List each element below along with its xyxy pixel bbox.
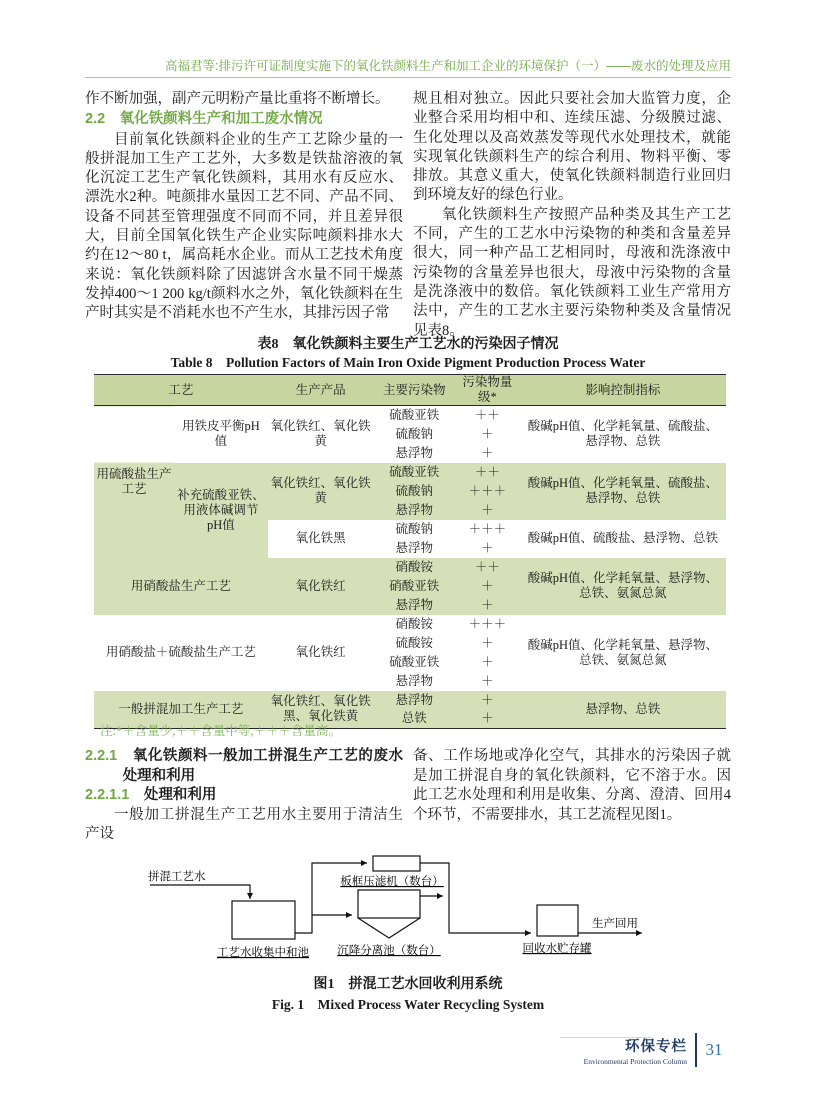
footer-column-zh: 环保专栏 bbox=[625, 1038, 687, 1055]
cell-pollutant: 硫酸钠 bbox=[373, 482, 455, 501]
cell-pollutant: 悬浮物 bbox=[373, 691, 455, 710]
table-row bbox=[94, 406, 726, 425]
subsection-heading-2-2-1-1 bbox=[85, 786, 403, 806]
figure-1-diagram bbox=[140, 853, 740, 975]
cell-level: ＋ bbox=[455, 501, 519, 520]
cell-sub-process: 补充硫酸亚铁、用液体碱调节pH值 bbox=[174, 463, 268, 558]
cell-level: ＋ bbox=[481, 635, 494, 650]
cell-product: 氧化铁黑 bbox=[295, 531, 346, 545]
lower-right-paragraph: 备、工作场地或净化空气，其排水的污染因子就是加工拼混自身的氧化铁颜料，它不溶于水。因此工艺水处理和利用是收集、分离、澄清、回用4个环节，不需要排水，其工艺流程见图1。 bbox=[413, 748, 731, 823]
table-row bbox=[94, 615, 726, 634]
box-filter-press bbox=[373, 856, 420, 871]
page-number: 31 bbox=[705, 1040, 723, 1059]
spacer bbox=[117, 748, 133, 764]
cell-level: ＋ bbox=[481, 426, 494, 441]
cell-level: ＋＋＋ bbox=[455, 482, 519, 501]
cell-pollutant: 悬浮物 bbox=[395, 540, 434, 555]
cell-level: ＋ bbox=[481, 673, 494, 688]
cell-indicators: 酸碱pH值、硫酸盐、悬浮物、总铁 bbox=[527, 531, 718, 545]
cell-level: ＋ bbox=[455, 596, 519, 615]
footer-column-en: Environmental Protection Column bbox=[583, 1056, 687, 1066]
right-paragraph-1: 规且相对独立。因此只要社会加大监管力度，企业整合采用均相中和、连续压滤、分级膜过滤、生化处理以及高效蒸发等现代水处理技术，就能实现氧化铁颜料生产的综合利用、物料平衡、零排放。其意义重大，使氧化铁颜料制造行业回归到环境友好的绿色行业。 bbox=[413, 91, 731, 204]
col-header-pollutant: 主要污染物 bbox=[383, 382, 446, 397]
cell-indicators: 酸碱pH值、化学耗氧量、悬浮物、总铁、氨氮总氮 bbox=[520, 558, 726, 615]
settling-funnel bbox=[358, 918, 420, 938]
flow-diagram-svg bbox=[140, 853, 740, 975]
cell-pollutant: 硫酸钠 bbox=[395, 426, 434, 441]
cell-pollutant: 总铁 bbox=[373, 710, 455, 729]
right-column bbox=[413, 90, 731, 341]
subsection-title: 处理和利用 bbox=[143, 787, 217, 803]
cell-pollutant: 悬浮物 bbox=[373, 501, 455, 520]
lower-right-column bbox=[413, 747, 731, 825]
cell-level: ＋ bbox=[481, 540, 494, 555]
cell-indicators: 酸碱pH值、化学耗氧量、硫酸盐、悬浮物、总铁 bbox=[520, 463, 726, 520]
diagram-source-label: 拼混工艺水 bbox=[148, 871, 206, 883]
table-note: 注:*＋含量少,＋＋含量中等,＋＋＋含量高。 bbox=[100, 724, 341, 738]
cell-level: ＋ bbox=[481, 654, 494, 669]
cell-pollutant: 硫酸铵 bbox=[395, 635, 434, 650]
subsection-title: 氧化铁颜料一般加工拼混生产工艺的废水处理和利用 bbox=[122, 748, 404, 784]
cell-indicators: 悬浮物、总铁 bbox=[520, 691, 726, 729]
cell-level: ＋＋ bbox=[455, 558, 519, 577]
box-settling-pool bbox=[358, 890, 420, 918]
cell-level: ＋ bbox=[481, 445, 494, 460]
cell-level: ＋＋ bbox=[474, 407, 500, 422]
cell-pollutant: 硝酸铵 bbox=[373, 558, 455, 577]
cell-product: 氧化铁红、氧化铁黄 bbox=[268, 463, 374, 520]
left-paragraph-1: 目前氧化铁颜料企业的生产工艺除少量的一般拼混加工生产工艺外，大多数是铁盐溶液的氧化沉淀工艺生产氧化铁颜料，其用水有反应水、漂洗水2种。吨颜排水量因工艺不同、产品不同、设备不同甚至管理强度不同而不同，并且差异很大，目前全国氧化铁生产企业实际吨颜料排水大约在12～80 t，属高耗水企业。而从工艺技术角度来说：氧化铁颜料除了因滤饼含水量不同干燥蒸发掉400～1 200 kg/t颜料水之外，氧化铁颜料在生产时其实是不消耗水也不产生水，其排污因子常 bbox=[85, 131, 403, 322]
cell-pollutant: 悬浮物 bbox=[395, 445, 434, 460]
cell-indicators: 酸碱pH值、化学耗氧量、悬浮物、总铁、氨氮总氮 bbox=[527, 637, 718, 667]
table-row bbox=[94, 691, 726, 710]
cell-pollutant: 硝酸铵 bbox=[395, 616, 434, 631]
subsection-heading-2-2-1 bbox=[85, 747, 403, 786]
cell-indicators: 酸碱pH值、化学耗氧量、硫酸盐、悬浮物、总铁 bbox=[527, 419, 718, 449]
lower-left-paragraph: 一般加工拼混生产工艺用水主要用于清洁生产设 bbox=[85, 806, 403, 842]
subsection-number: 2.2.1.1 bbox=[85, 787, 130, 803]
subsection-number: 2.2.1 bbox=[85, 748, 118, 764]
lower-left-column bbox=[85, 747, 403, 845]
cell-pollutant: 硫酸亚铁 bbox=[373, 463, 455, 482]
footer-column-labels bbox=[545, 1035, 695, 1066]
table-row bbox=[94, 463, 726, 482]
box-collect-pool bbox=[232, 901, 295, 939]
right-paragraph-2: 氧化铁颜料生产按照产品种类及其生产工艺不同，产生的工艺水中污染物的种类和含量差异很大，同一种产品工艺相同时，母液和洗涤液中污染物的含量差异也很大，母液中污染物的含量是洗涤液中的数倍。氧化铁颜料工业生产常用方法中，产生的工艺水主要污染物种类及含量情况见表8。 bbox=[413, 206, 731, 339]
cell-pollutant: 硫酸亚铁 bbox=[389, 407, 440, 422]
col-header-indicator: 影响控制指标 bbox=[585, 382, 661, 397]
diagram-box-collect-label: 工艺水收集中和池 bbox=[217, 947, 309, 959]
cell-sub-process: 用铁皮平衡pH值 bbox=[181, 419, 260, 449]
cell-product: 氧化铁红 bbox=[295, 645, 346, 659]
cell-product: 氧化铁红、氧化铁黄 bbox=[270, 419, 371, 449]
box-storage-tank bbox=[537, 905, 578, 936]
page-footer bbox=[545, 1033, 731, 1067]
col-header-process: 工艺 bbox=[168, 382, 194, 397]
cell-level: ＋ bbox=[455, 577, 519, 596]
cell-pollutant: 硝酸亚铁 bbox=[373, 577, 455, 596]
diagram-output-label: 生产回用 bbox=[592, 918, 638, 930]
cell-product: 氧化铁红、氧化铁黑、氧化铁黄 bbox=[268, 691, 374, 729]
carryover-paragraph: 作不断加强，副产元明粉产量比重将不断增长。 bbox=[85, 91, 390, 107]
cell-level: ＋＋＋ bbox=[468, 521, 507, 536]
running-title-rule bbox=[85, 77, 731, 78]
cell-pollutant: 悬浮物 bbox=[373, 596, 455, 615]
cell-level: ＋ bbox=[455, 710, 519, 729]
table-header-row bbox=[94, 375, 726, 406]
cell-level: ＋＋ bbox=[455, 463, 519, 482]
cell-group-nitrate: 用硝酸盐生产工艺 bbox=[94, 558, 268, 615]
cell-pollutant: 硫酸钠 bbox=[395, 521, 434, 536]
diagram-box-storage-label: 回收水贮存罐 bbox=[522, 943, 592, 955]
cell-group-nitrate-sulfate: 用硝酸盐＋硫酸盐生产工艺 bbox=[105, 645, 256, 659]
left-column bbox=[85, 90, 403, 324]
cell-level: ＋ bbox=[455, 691, 519, 710]
flow-line-to-filter bbox=[295, 863, 367, 933]
table-row bbox=[94, 558, 726, 577]
cell-group-blending: 一般拼混加工生产工艺 bbox=[94, 691, 268, 729]
figure-caption-zh: 图1 拼混工艺水回收利用系统 bbox=[313, 977, 503, 992]
diagram-box-settle-label: 沉降分离池（数台） bbox=[337, 945, 441, 957]
figure-caption-en: Fig. 1 Mixed Process Water Recycling System bbox=[271, 997, 545, 1012]
table-title-en: Table 8 Pollution Factors of Main Iron Oxide Pigment Production Process Water bbox=[170, 355, 646, 370]
flow-line-filter-to-storage bbox=[420, 863, 531, 933]
cell-pollutant: 悬浮物 bbox=[395, 673, 434, 688]
pollution-factors-table bbox=[94, 374, 726, 729]
cell-product: 氧化铁红 bbox=[268, 558, 374, 615]
flow-line-inlet bbox=[150, 885, 250, 899]
col-header-product: 生产产品 bbox=[295, 382, 346, 397]
running-title: 高福君等:排污许可证制度实施下的氧化铁颜料生产和加工企业的环境保护（一）——废水的处理及应用 bbox=[165, 59, 731, 73]
diagram-box-filter-label: 板框压滤机（数台） bbox=[340, 876, 444, 888]
cell-level: ＋＋＋ bbox=[468, 616, 507, 631]
table-title-zh: 表8 氧化铁颜料主要生产工艺水的污染因子情况 bbox=[257, 337, 559, 352]
section-heading-2-2: 2.2 氧化铁颜料生产和加工废水情况 bbox=[85, 111, 323, 128]
spacer bbox=[129, 787, 144, 803]
col-header-level: 污染物量级* bbox=[462, 375, 513, 404]
cell-group-sulfate: 用硫酸盐生产工艺 bbox=[94, 406, 174, 558]
cell-pollutant: 硫酸亚铁 bbox=[389, 654, 440, 669]
